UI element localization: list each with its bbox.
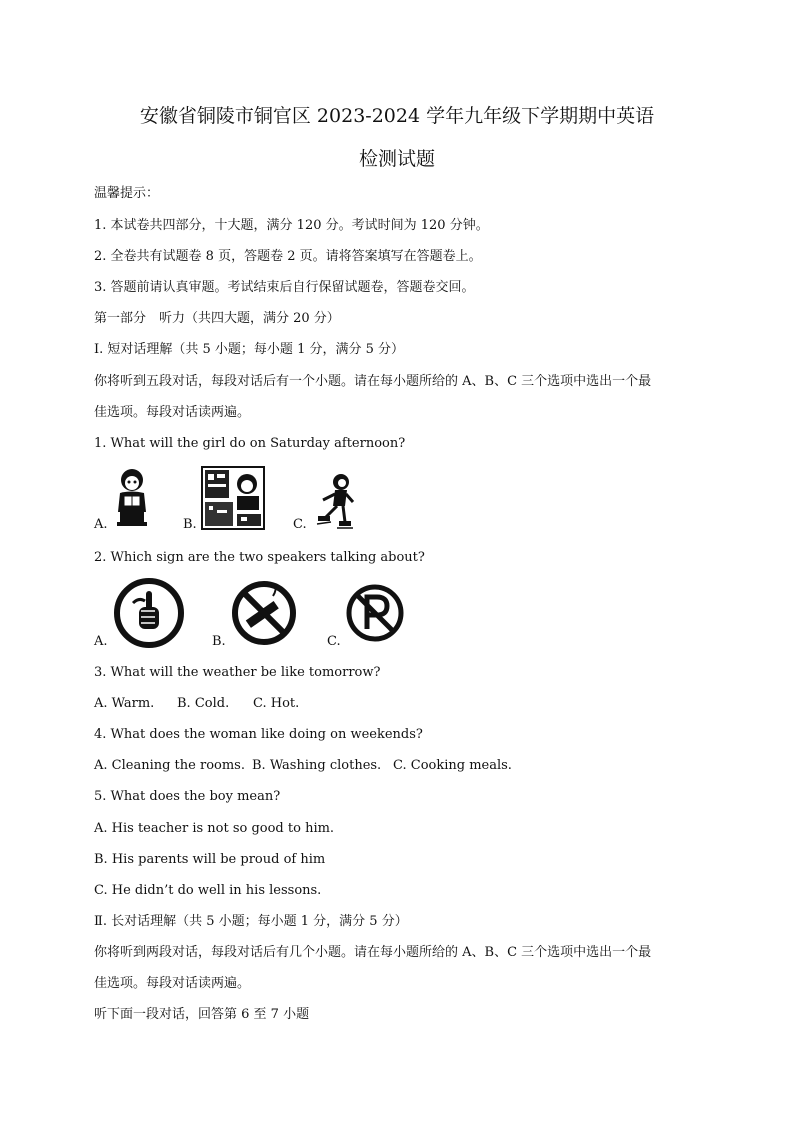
q3-option-c: C. Hot. — [253, 696, 300, 711]
reading-girl-icon — [112, 468, 152, 528]
no-smoking-sign-icon — [231, 580, 297, 646]
q4-option-c: C. Cooking meals. — [393, 758, 512, 773]
q3-option-b: B. Cold. — [177, 696, 230, 711]
tip-1: 1. 本试卷共四部分，十大题，满分 120 分。考试时间为 120 分钟。 — [94, 218, 489, 233]
q5-option-a: A. His teacher is not so good to him. — [94, 821, 335, 836]
tip-3: 3. 答题前请认真审题。考试结束后自行保留试题卷，答题卷交回。 — [94, 280, 475, 295]
q4-option-a: A. Cleaning the rooms. — [94, 758, 245, 773]
q2-option-c-label: C. — [327, 634, 341, 649]
cinema-scene-icon — [201, 466, 265, 530]
q2-option-a-label: A. — [94, 634, 108, 649]
quiet-sign-icon — [113, 577, 185, 649]
skating-girl-icon — [313, 472, 357, 530]
part-heading: 第一部分 听力（共四大题，满分 20 分） — [94, 311, 340, 326]
tips-heading: 温馨提示： — [94, 186, 160, 201]
listen-next-instruction: 听下面一段对话，回答第 6 至 7 小题 — [94, 1007, 310, 1022]
section-2-instructions-cont: 佳选项。每段对话读两遍。 — [94, 976, 251, 991]
q5-option-c: C. He didn’t do well in his lessons. — [94, 883, 322, 898]
question-2: 2. Which sign are the two speakers talking about? — [94, 550, 425, 565]
q4-option-b: B. Washing clothes. — [252, 758, 382, 773]
question-1: 1. What will the girl do on Saturday afternoon? — [94, 436, 406, 451]
section-1-heading: Ⅰ. 短对话理解（共 5 小题；每小题 1 分，满分 5 分） — [94, 342, 405, 357]
section-1-instructions: 你将听到五段对话，每段对话后有一个小题。请在每小题所给的 A、B、C 三个选项中选出一个最 — [94, 374, 652, 389]
q1-option-b-label: B. — [183, 517, 197, 532]
section-2-instructions: 你将听到两段对话，每段对话后有几个小题。请在每小题所给的 A、B、C 三个选项中选出一个最 — [94, 945, 652, 960]
page-subtitle: 检测试题 — [358, 148, 435, 170]
q3-option-a: A. Warm. — [94, 696, 155, 711]
q1-option-c-label: C. — [293, 517, 307, 532]
q5-option-b: B. His parents will be proud of him — [94, 852, 326, 867]
question-4: 4. What does the woman like doing on weekends? — [94, 727, 423, 742]
no-parking-sign-icon — [345, 583, 405, 643]
page-title: 安徽省铜陵市铜官区 2023-2024 学年九年级下学期期中英语 — [139, 105, 655, 127]
question-3: 3. What will the weather be like tomorrow? — [94, 665, 381, 680]
question-5: 5. What does the boy mean? — [94, 789, 281, 804]
section-1-instructions-cont: 佳选项。每段对话读两遍。 — [94, 405, 251, 420]
tip-2: 2. 全卷共有试题卷 8 页，答题卷 2 页。请将答案填写在答题卷上。 — [94, 249, 482, 264]
section-2-heading: Ⅱ. 长对话理解（共 5 小题；每小题 1 分，满分 5 分） — [94, 914, 408, 929]
q1-option-a-label: A. — [94, 517, 108, 532]
q2-option-b-label: B. — [212, 634, 226, 649]
